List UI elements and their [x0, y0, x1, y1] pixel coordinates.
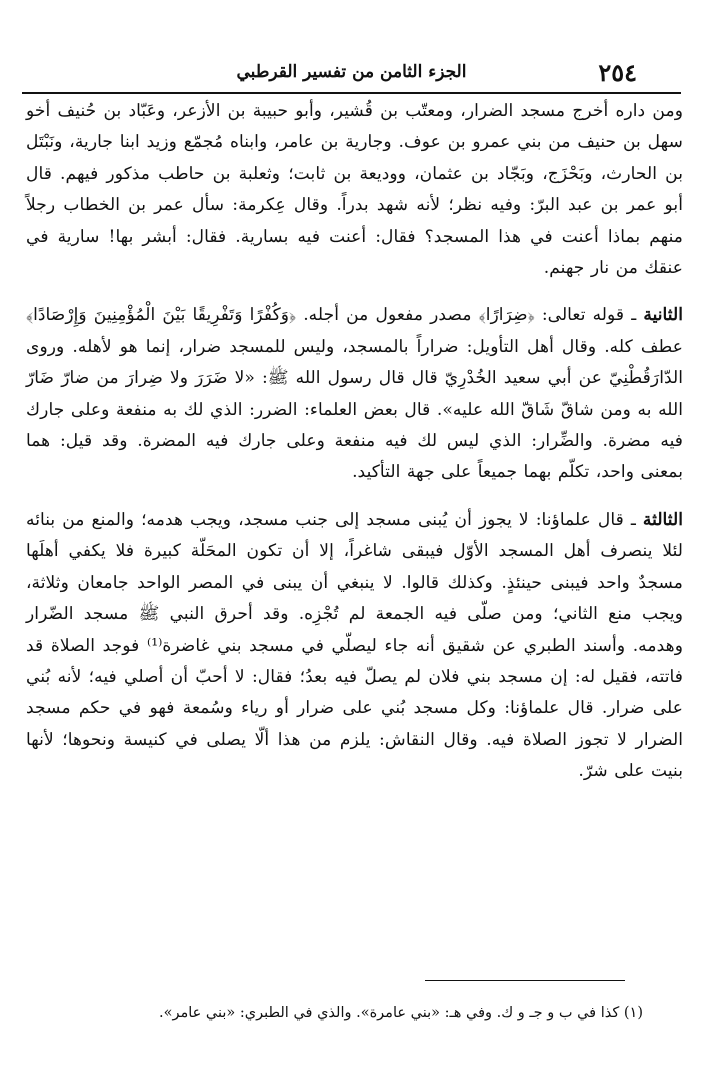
footnote-rule	[425, 980, 625, 981]
header-rule	[22, 92, 681, 94]
section-label-second: الثانية	[643, 305, 683, 326]
main-text	[26, 96, 683, 788]
running-title: الجزء الثامن من تفسير القرطبي	[236, 62, 467, 82]
paragraph-second-text: ـ قوله تعالى: ﴿ضِرَارًا﴾ مصدر مفعول من أجله. ﴿وَكُفْرًا وَتَفْرِيقًا بَيْنَ الْمُؤْمِنِينَ وَإِرْصَادًا﴾ عطف كله. وقال أهل التأويل: ضراراً بالمسجد، وليس للمسجد ضرار، إنما هو لأهله. وروى الدّارَقُطْنِيّ عن أبي سعيد الخُدْرِيّ قال قال رسول الله ﷺ: «لا ضَرَرَ ولا ضِرارَ من ضارّ ضَارّ الله به ومن شاقّ شَاقّ الله عليه». قال بعض العلماء: الضرر: الذي لك به منفعة وعلى جارك فيه مضرة. والضِّرار: الذي ليس لك فيه منفعة وعلى جارك فيه المضرة. وقد قيل: هما بمعنى واحد، تكلّم بهما جميعاً على جهة التأكيد.	[26, 305, 683, 483]
page-header	[22, 52, 681, 92]
paragraph-third	[26, 505, 683, 788]
section-label-third: الثالثة	[642, 509, 683, 530]
paragraph-third-text: ـ قال علماؤنا: لا يجوز أن يُبنى مسجد إلى جنب مسجد، ويجب هدمه؛ والمنع من بنائه لئلا ينصرف أهل المسجد الأوّل فيبقى شاغراً، إلا أن تكون المحَلّة كبيرة فلا يكفي أهلَها مسجدٌ واحد فيبنى حينئذٍ. وكذلك قالوا. لا ينبغي أن يبنى في المصر الواحد جامعان وثلاثة، ويجب منع الثاني؛ ومن صلّى فيه الجمعة لم تُجْزِه. وقد أحرق النبي ﷺ مسجد الضّرار وهدمه. وأسند الطبري عن شقيق أنه جاء ليصلّي في مسجد بني غاضرة⁽¹⁾ فوجد الصلاة قد فاتته، فقيل له: إن مسجد بني فلان لم يصلّ فيه بعدُ؛ فقال: لا أحبّ أن أصلي فيه؛ لأنه بُني على ضرار. قال علماؤنا: وكل مسجد بُني على ضرار أو رياء وسُمعة فهو في حكم مسجد الضرار لا تجوز الصلاة فيه. وقال النقاش: يلزم من هذا ألّا يصلى في كنيسة ونحوها؛ لأنها بنيت على شرّ.	[26, 509, 683, 782]
page-number: ٢٥٤	[598, 58, 637, 87]
paragraph-intro: ومن داره أخرج مسجد الضرار، ومعتّب بن قُشير، وأبو حبيبة بن الأزعر، وعَبّاد بن حُنيف أخو سهل بن حنيف من بني عمرو بن عوف. وجارية بن عامر، وابناه مُجمّع وزيد ابنا جارية، ونَبْتَل بن الحارث، وبَحْزَج، وبَجّاد بن عثمان، ووديعة بن ثابت؛ وثعلبة بن حاطب مذكور فيهم. قال أبو عمر بن عبد البرّ: وفيه نظر؛ لأنه شهد بدراً. وقال عِكرمة: سأل عمر بن الخطاب رجلاً منهم بماذا أعنت في هذا المسجد؟ فقال: أعنت فيه بسارية. فقال: أبشر بها! سارية في عنقك من نار جهنم.	[26, 101, 683, 279]
paragraph-second	[26, 300, 683, 488]
footnote: (١) كذا في ب و جـ و ك. وفي هـ: «بني عامرة». والذي في الطبري: «بني عامر».	[158, 1005, 643, 1021]
